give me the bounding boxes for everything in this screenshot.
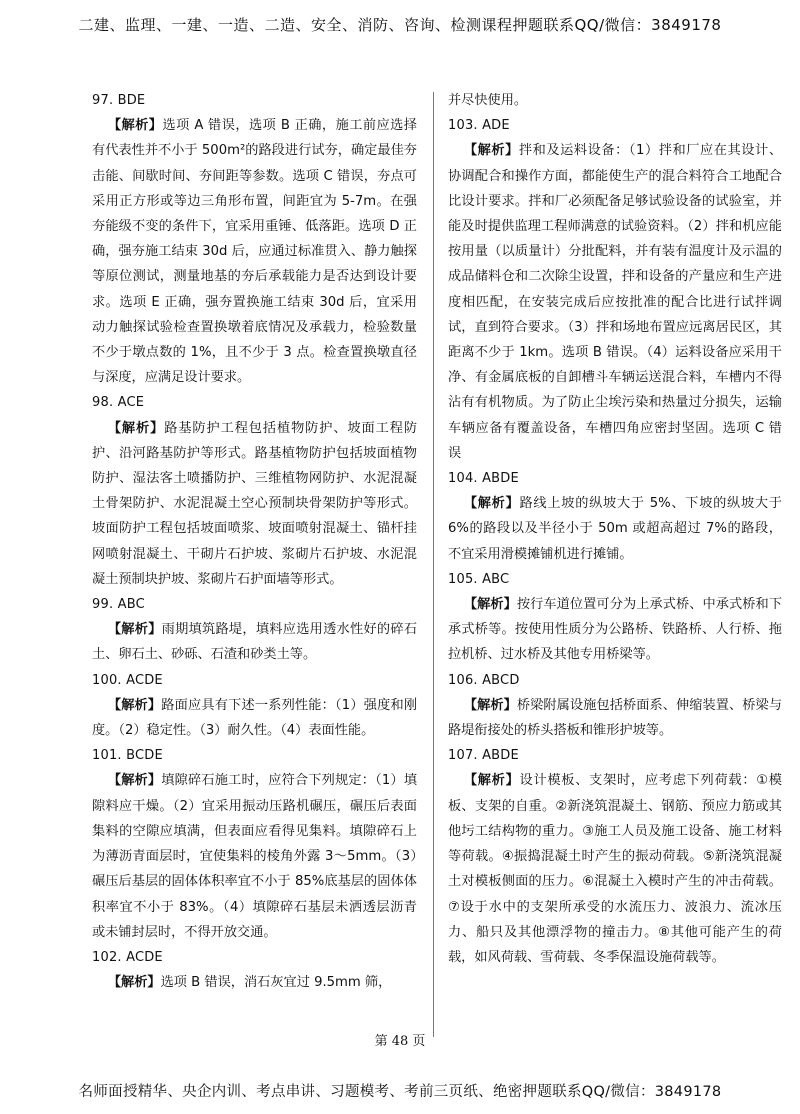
answer-key: 107. ABDE [448, 748, 519, 764]
column-divider [433, 92, 434, 1037]
explanation [448, 693, 782, 743]
answer-item-102 [92, 945, 417, 995]
answer-item-105 [448, 567, 782, 668]
explanation [92, 416, 417, 592]
explanation [92, 970, 417, 995]
continued-text: 并尽快使用。 [448, 93, 528, 108]
explanation-text: 填隙碎石施工时，应符合下列规定：（1）填隙料应干燥。（2）宜采用振动压路机碾压，碾压后表面集料的空隙应填满，但表面应看得见集料。填隙碎石上为薄沥青面层时，宜使集料的棱角外露 3～5mm。（3）碾压后基层的固体体积率宜不小于 85%底基层的固体体积率宜不小于 83%。（4）填隙碎石基层未洒透层沥青或未铺封层时，不得开放交通。 [92, 773, 418, 940]
answer-item-104 [448, 466, 782, 567]
answer-page [92, 88, 782, 1028]
answer-key: 101. BCDE [92, 748, 163, 764]
explanation [92, 768, 417, 944]
answer-item-107 [448, 743, 782, 970]
explanation-text: 拌和及运料设备：（1）拌和厂应在其设计、协调配合和操作方面，都能使生产的混合料符合工地配合比设计要求。拌和厂必须配备足够试验设备的试验室，并能及时提供监理工程师满意的试验资料。（2）拌和机应能按用量（以质量计）分批配料，并有装有温度计及示温的成品储料仓和二次除尘设置，拌和设备的产量应和生产进度相匹配，在安装完成后应按批准的配合比进行试拌调试，直到符合要求。（3）拌和场地布置应远离居民区，其距离不少于 1km。选项 B 错误。（4）运料设备应采用干净、有金属底板的自卸槽斗车辆运送混合料，车槽内不得沾有有机物质。为了防止尘埃污染和热量过分损失，运输车辆应备有覆盖设备，车槽四角应密封坚固。选项 C 错误 [448, 143, 783, 461]
explanation-tag: 【解析】 [107, 697, 162, 713]
answer-key: 105. ABC [448, 571, 510, 587]
explanation-text: 路面应具有下述一系列性能：（1）强度和刚度。（2）稳定性。（3）耐久性。（4）表面性能。 [92, 697, 418, 739]
explanation [92, 113, 417, 390]
answer-item-97 [92, 88, 417, 390]
explanation-tag: 【解析】 [463, 773, 520, 789]
answer-item-101 [92, 743, 417, 945]
answer-key: 106. ABCD [448, 672, 520, 688]
explanation-text: 雨期填筑路堤，填料应选用透水性好的碎石土、卵石土、砂砾、石渣和砂类土等。 [92, 622, 418, 663]
explanation-text: 按行车道位置可分为上承式桥、中承式桥和下承式桥等。按使用性质分为公路桥、铁路桥、人行桥、拖拉机桥、过水桥及其他专用桥梁等。 [448, 597, 783, 663]
explanation-tag: 【解析】 [107, 622, 162, 638]
explanation-tag: 【解析】 [463, 496, 520, 512]
explanation-tag: 【解析】 [463, 597, 517, 613]
explanation-text: 设计模板、支架时，应考虑下列荷载：①模板、支架的自重。②新浇筑混凝土、钢筋、预应力筋或其他圬工结构物的重力。③施工人员及施工设备、施工材料等荷载。④振捣混凝土时产生的振动荷载。⑤新浇筑混凝土对模板侧面的压力。⑥混凝土入模时产生的冲击荷载。⑦设于水中的支架所承受的水流压力、波浪力、流冰压力、船只及其他漂浮物的撞击力。⑧其他可能产生的荷载，如风荷载、雪荷载、冬季保温设施荷载等。 [448, 773, 782, 965]
page-number: 第 48 页 [374, 1034, 426, 1049]
explanation-text: 桥梁附属设施包括桥面系、伸缩装置、桥梁与路堤衔接处的桥头搭板和锥形护坡等。 [448, 697, 783, 739]
explanation [92, 617, 417, 667]
explanation [448, 138, 782, 466]
footer-banner: 名师面授精华、央企内训、考点串讲、习题模考、考前三页纸、绝密押题联系QQ/微信：3849178 [78, 1084, 722, 1100]
header-banner: 二建、监理、一建、一造、二造、安全、消防、咨询、检测课程押题联系QQ/微信：3849178 [78, 16, 722, 34]
explanation-text: 路基防护工程包括植物防护、坡面工程防护、沿河路基防护等形式。路基植物防护包括坡面植物防护、湿法客土喷播防护、三维植物网防护、水泥混凝土骨架防护、水泥混凝土空心预制块骨架防护等形式。坡面防护工程包括坡面喷浆、坡面喷射混凝土、锚杆挂网喷射混凝土、干砌片石护坡、浆砌片石护坡、水泥混凝土预制块护坡、浆砌片石护面墙等形式。 [92, 420, 418, 587]
answer-key: 102. ACDE [92, 949, 163, 965]
right-column [448, 88, 782, 970]
answer-key: 98. ACE [92, 395, 145, 411]
explanation-tag: 【解析】 [463, 143, 519, 159]
explanation-tag: 【解析】 [463, 697, 517, 713]
answer-key: 103. ADE [448, 118, 510, 134]
explanation-text: 选项 A 错误，选项 B 正确，施工前应选择有代表性并不小于 500m²的路段进行试夯，确定最佳夯击能、间歇时间、夯间距等参数。选项 C 错误，夯点可采用正方形或等边三角形布置，间距宜为 5-7m。在强夯能级不变的条件下，宜采用重锤、低落距。选项 D 正确，强夯施工结束 30d 后，应通过标准贯入、静力触探等原位测试，测量地基的夯后承载能力是否达到设计要求。选项 E 正确，强夯置换施工结束 30d 后，宜采用动力触探试验检查置换墩着底情况及承载力，检验数量不少于墩点数的 1%，且不少于 3 点。检查置换墩直径与深度，应满足设计要求。 [92, 118, 417, 386]
explanation-text: 路线上坡的纵坡大于 5%、下坡的纵坡大于 6%的路段以及半径小于 50m 或超高超过 7%的路段，不宜采用滑模摊铺机进行摊铺。 [448, 496, 782, 562]
explanation-tag: 【解析】 [107, 118, 163, 134]
explanation-tag: 【解析】 [107, 420, 165, 436]
answer-key: 104. ABDE [448, 471, 519, 487]
left-column [92, 88, 417, 995]
answer-key: 99. ABC [92, 597, 145, 613]
explanation-text: 选项 B 错误，消石灰宜过 9.5mm 筛， [160, 975, 392, 991]
answer-item-98 [92, 390, 417, 592]
answer-key: 100. ACDE [92, 672, 163, 688]
explanation-tag: 【解析】 [107, 975, 161, 991]
explanation [448, 768, 782, 970]
answer-item-99 [92, 592, 417, 668]
answer-item-106 [448, 668, 782, 744]
explanation [92, 693, 417, 743]
answer-key: 97. BDE [92, 93, 146, 108]
explanation [448, 592, 782, 668]
answer-item-103 [448, 113, 782, 466]
explanation-tag: 【解析】 [107, 773, 162, 789]
explanation [448, 491, 782, 567]
answer-item-100 [92, 668, 417, 744]
